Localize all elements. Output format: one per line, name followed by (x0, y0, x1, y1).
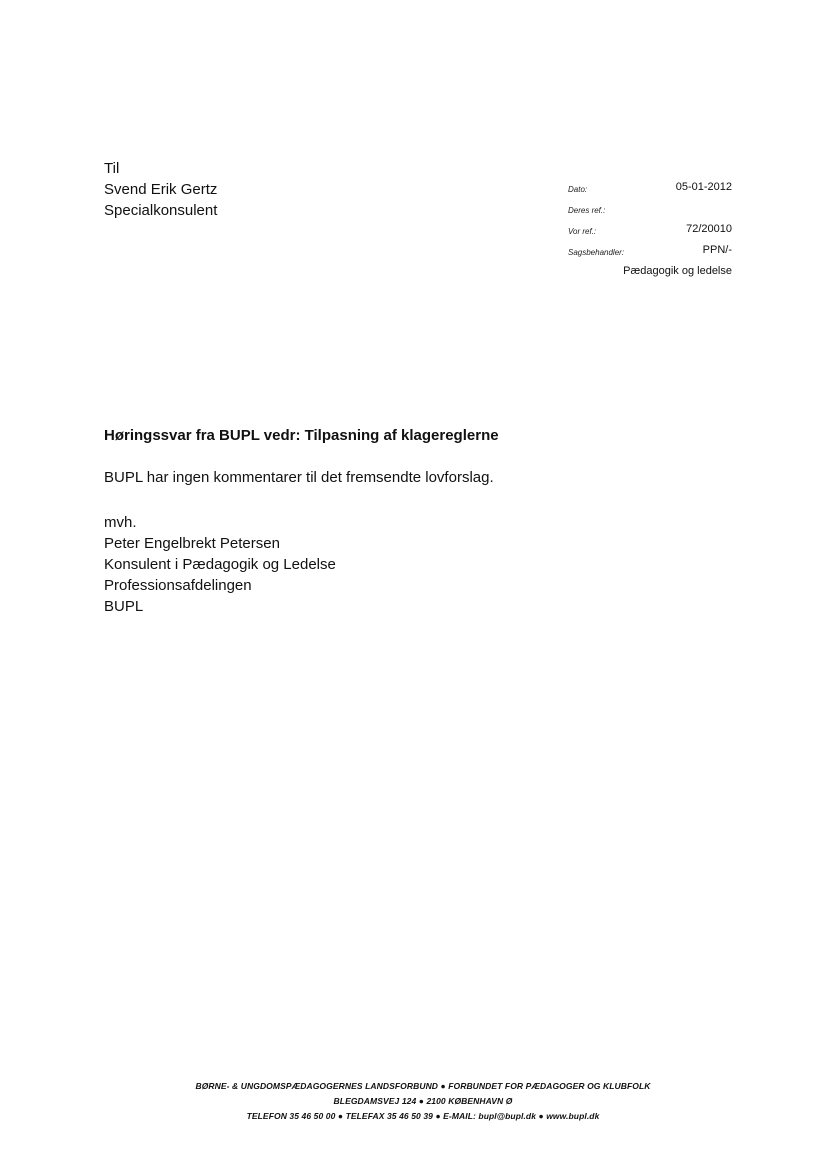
handler-value: PPN/- (702, 244, 732, 256)
sender-title: Konsulent i Pædagogik og Ledelse (104, 556, 336, 573)
recipient-prefix: Til (104, 160, 120, 177)
handler-row (568, 244, 732, 265)
our-ref-value: 72/20010 (686, 223, 732, 235)
footer-organization: BØRNE- & UNGDOMSPÆDAGOGERNES LANDSFORBUND ● FORBUNDET FOR PÆDAGOGER OG KLUBFOLK (195, 1081, 651, 1091)
sender-name: Peter Engelbrekt Petersen (104, 535, 280, 552)
date-value: 05-01-2012 (675, 181, 732, 193)
letterhead-footer (0, 1079, 826, 1124)
our-ref-label: Vor ref.: (568, 227, 597, 236)
reference-block (568, 181, 732, 277)
their-ref-row (568, 202, 732, 223)
sender-organization: BUPL (104, 598, 144, 615)
handler-label: Sagsbehandler: (568, 248, 625, 257)
recipient-block (104, 158, 217, 221)
greeting: mvh. (104, 514, 137, 531)
letter-subject: Høringssvar fra BUPL vedr: Tilpasning af klagereglerne (104, 427, 499, 444)
sender-department: Professionsafdelingen (104, 577, 252, 594)
footer-contact: TELEFON 35 46 50 00 ● TELEFAX 35 46 50 39 ● E-MAIL: bupl@bupl.dk ● www.bupl.dk (246, 1111, 600, 1121)
recipient-title: Specialkonsulent (104, 202, 218, 219)
date-row (568, 181, 732, 202)
their-ref-label: Deres ref.: (568, 206, 606, 215)
signature-block (104, 512, 336, 617)
recipient-name: Svend Erik Gertz (104, 181, 218, 198)
footer-address: BLEGDAMSVEJ 124 ● 2100 KØBENHAVN Ø (333, 1096, 513, 1106)
letter-body: BUPL har ingen kommentarer til det fremsendte lovforslag. (104, 469, 494, 486)
date-label: Dato: (568, 185, 588, 194)
our-ref-row (568, 223, 732, 244)
department-label: Pædagogik og ledelse (623, 265, 732, 277)
